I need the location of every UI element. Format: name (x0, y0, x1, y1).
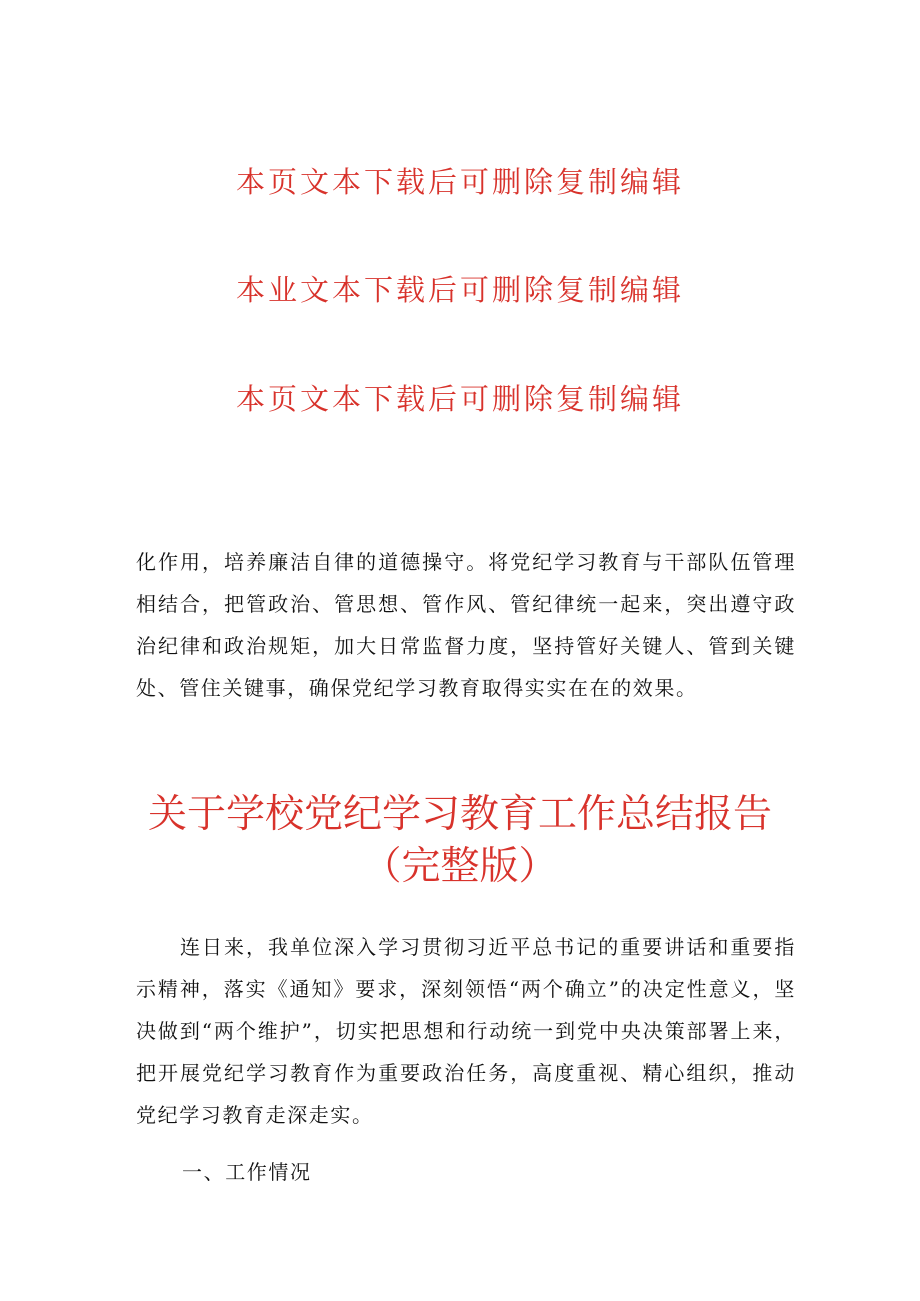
intro-paragraph: 连日来，我单位深入学习贯彻习近平总书记的重要讲话和重要指示精神，落实《通知》要求，深刻领悟“两个确立”的决定性意义，坚决做到“两个维护”，切实把思想和行动统一到党中央决策部署上来，把开展党纪学习教育作为重要政治任务，高度重视、精心组织，推动党纪学习教育走深走实。 (136, 935, 796, 1127)
download-notice-3: 本页文本下载后可删除复制编辑 (235, 382, 684, 416)
download-notice-1: 本页文本下载后可删除复制编辑 (235, 165, 684, 199)
document-title: 关于学校党纪学习教育工作总结报告 (147, 792, 772, 837)
download-notice-2: 本业文本下载后可删除复制编辑 (235, 273, 684, 307)
document-subtitle: （完整版） (362, 844, 558, 889)
continued-paragraph: 化作用，培养廉洁自律的道德操守。将党纪学习教育与干部队伍管理相结合，把管政治、管思想、管作风、管纪律统一起来，突出遵守政治纪律和政治规矩，加大日常监督力度，坚持管好关键人、管到关键处、管住关键事，确保党纪学习教育取得实实在在的效果。 (136, 550, 796, 700)
section-heading-work-status: 一、工作情况 (182, 1160, 312, 1184)
